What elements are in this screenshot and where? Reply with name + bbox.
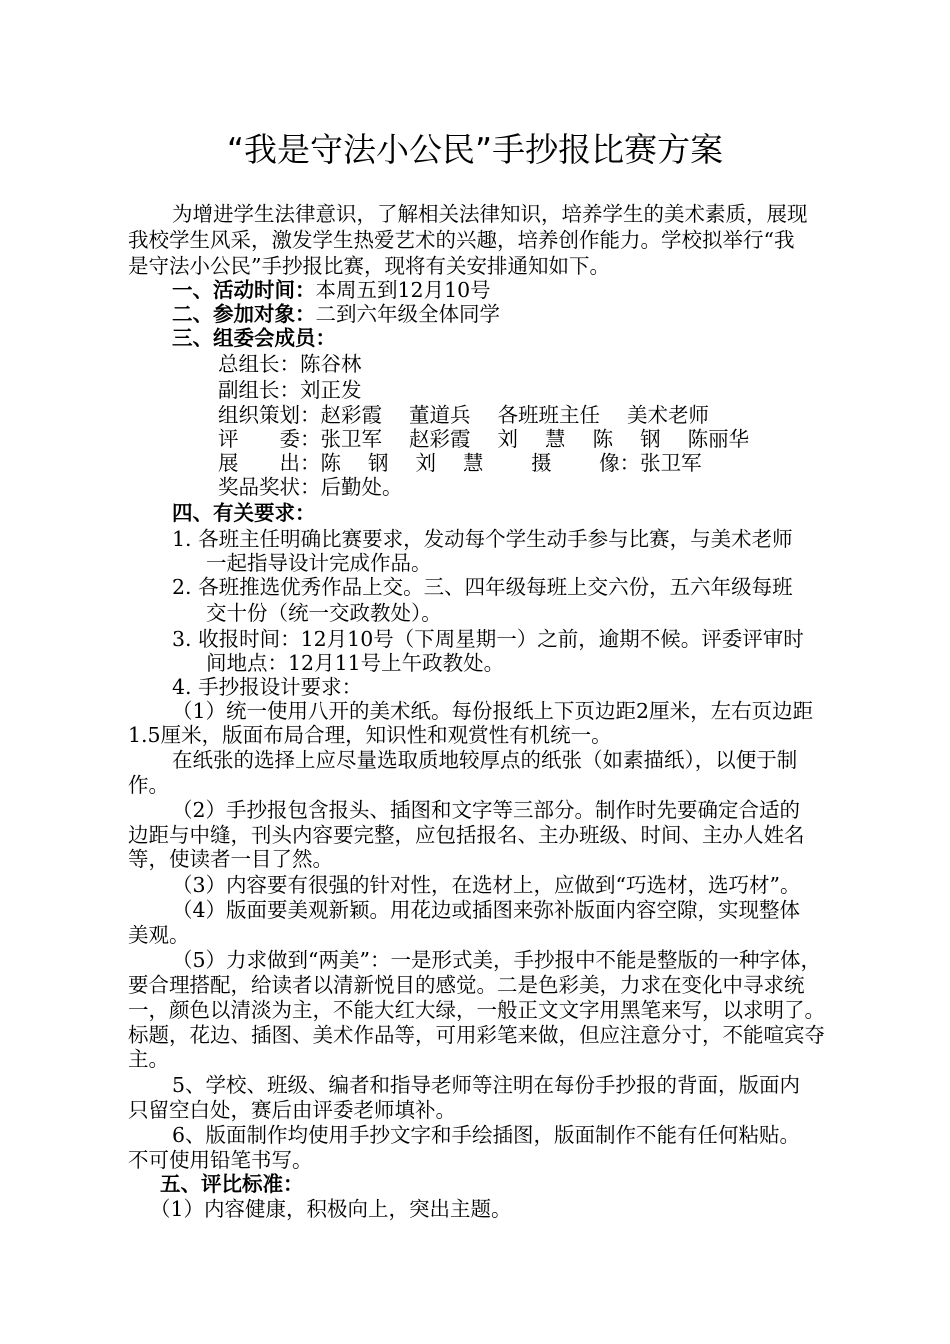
requirement-line: 5、学校、班级、编者和指导老师等注明在每份手抄报的背面，版面内 — [172, 1073, 801, 1097]
section-heading: 四、有关要求： — [172, 501, 316, 525]
requirement-line: （1）统一使用八开的美术纸。每份报纸上下页边距2厘米，左右页边距 — [172, 699, 814, 723]
requirement-line: 一，颜色以清淡为主，不能大红大绿，一般正文文字用黑笔来写，以求明了。 — [128, 998, 825, 1022]
requirement-line: 一起指导设计完成作品。 — [206, 551, 432, 575]
member-line: 奖品奖状：后勤处。 — [218, 475, 403, 499]
section-heading: 五、评比标准： — [160, 1172, 304, 1196]
section-text: 二到六年级全体同学 — [315, 302, 500, 326]
member-line: 评 委：张卫军 赵彩霞 刘 慧 陈 钢 陈丽华 — [218, 427, 750, 451]
requirement-line: （2）手抄报包含报头、插图和文字等三部分。制作时先要确定合适的 — [172, 798, 801, 822]
section-requirements — [172, 500, 316, 526]
section-participants — [172, 301, 500, 327]
requirement-line: 等，使读者一目了然。 — [128, 847, 333, 871]
section-criteria — [160, 1171, 304, 1197]
section-heading: 三、组委会成员： — [172, 326, 336, 350]
requirement-line: 边距与中缝，刊头内容要完整，应包括报名、主办班级、时间、主办人姓名 — [128, 823, 805, 847]
requirement-line: 美观。 — [128, 923, 190, 947]
requirement-line: （5）力求做到“两美”：一是形式美，手抄报中不能是整版的一种字体， — [172, 948, 822, 972]
member-line: 副组长：刘正发 — [218, 378, 362, 402]
requirement-line: 2. 各班推选优秀作品上交。三、四年级每班上交六份，五六年级每班 — [172, 575, 793, 599]
requirement-line: 不可使用铅笔书写。 — [128, 1148, 313, 1172]
section-heading: 二、参加对象： — [172, 302, 316, 326]
requirement-line: 在纸张的选择上应尽量选取质地较厚点的纸张（如素描纸），以便于制 — [172, 748, 798, 772]
requirement-line: 交十份（统一交政教处）。 — [206, 601, 442, 625]
requirement-line: 标题，花边、插图、美术作品等，可用彩笔来做，但应注意分寸，不能喧宾夺 — [128, 1023, 825, 1047]
section-committee — [172, 325, 336, 351]
member-line: 展 出：陈 钢 刘 慧 摄 像：张卫军 — [218, 451, 702, 475]
section-activity-time — [172, 277, 491, 303]
section-heading: 一、活动时间： — [172, 278, 316, 302]
requirement-line: （4）版面要美观新颖。用花边或插图来弥补版面内容空隙，实现整体 — [172, 898, 801, 922]
requirement-line: 作。 — [128, 773, 169, 797]
intro-line: 为增进学生法律意识，了解相关法律知识，培养学生的美术素质，展现 — [172, 202, 808, 226]
member-line: 总组长：陈谷林 — [218, 352, 362, 376]
requirement-line: （3）内容要有很强的针对性，在选材上，应做到“巧选材，选巧材”。 — [172, 873, 801, 897]
requirement-line: 主。 — [128, 1047, 169, 1071]
intro-line: 是守法小公民”手抄报比赛，现将有关安排通知如下。 — [128, 254, 610, 278]
requirement-line: 4. 手抄报设计要求： — [172, 675, 363, 699]
requirement-line: 要合理搭配，给读者以清新悦目的感觉。二是色彩美，力求在变化中寻求统 — [128, 973, 805, 997]
requirement-line: 1. 各班主任明确比赛要求，发动每个学生动手参与比赛，与美术老师 — [172, 527, 793, 551]
section-text: 本周五到12月10号 — [315, 278, 491, 302]
requirement-line: 6、版面制作均使用手抄文字和手绘插图，版面制作不能有任何粘贴。 — [172, 1123, 801, 1147]
requirement-line: 1.5厘米，版面布局合理，知识性和观赏性有机统一。 — [128, 723, 612, 747]
page-title: “我是守法小公民”手抄报比赛方案 — [226, 130, 724, 169]
intro-line: 我校学生风采，激发学生热爱艺术的兴趣，培养创作能力。学校拟举行“我 — [128, 228, 795, 252]
requirement-line: 3. 收报时间：12月10号（下周星期一）之前，逾期不候。评委评审时 — [172, 627, 804, 651]
member-line: 组织策划：赵彩霞 董道兵 各班班主任 美术老师 — [218, 403, 710, 427]
requirement-line: 间地点：12月11号上午政教处。 — [206, 651, 505, 675]
requirement-line: 只留空白处，赛后由评委老师填补。 — [128, 1098, 456, 1122]
criteria-line: （1）内容健康，积极向上，突出主题。 — [150, 1197, 512, 1221]
